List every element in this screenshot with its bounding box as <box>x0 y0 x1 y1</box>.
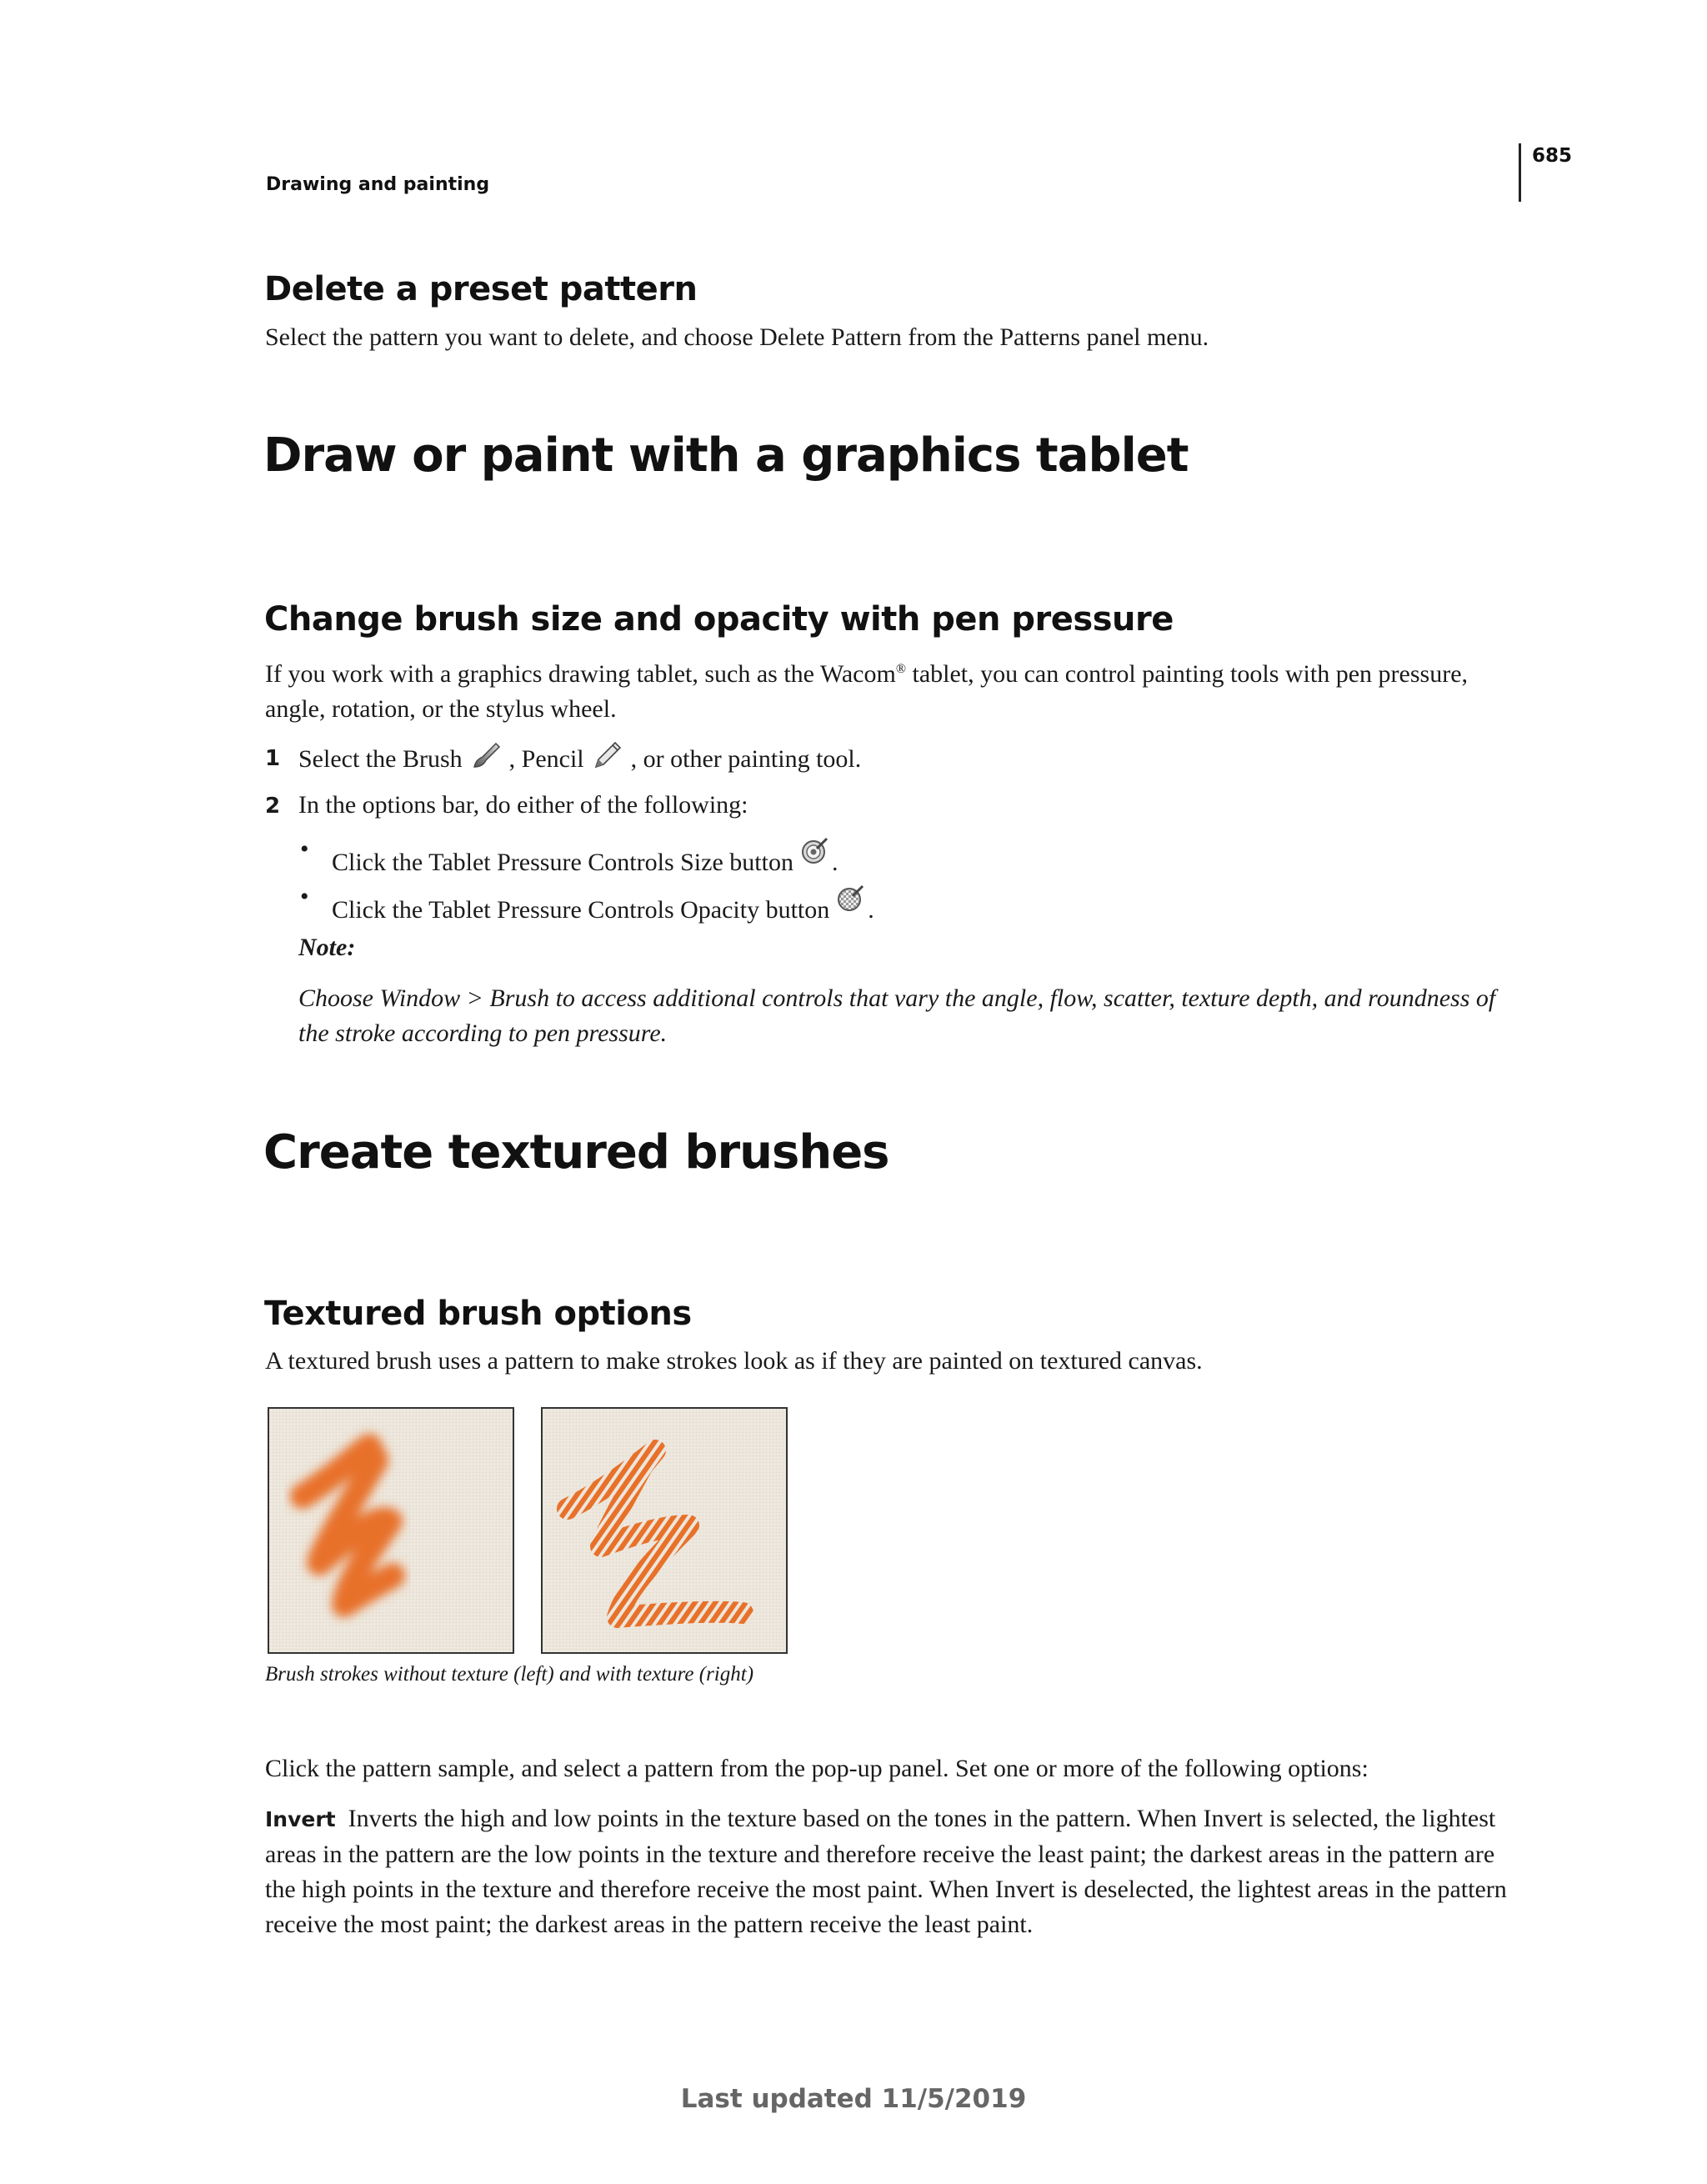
textured-brushes-heading: Create textured brushes <box>263 1125 889 1180</box>
tablet-pressure-size-icon <box>800 835 830 865</box>
delete-preset-heading: Delete a preset pattern <box>264 270 698 308</box>
figure-caption: Brush strokes without texture (left) and with texture (right) <box>265 1663 754 1686</box>
running-header: Drawing and painting <box>266 174 490 195</box>
bullet-size-item <box>332 835 838 880</box>
pen-pressure-heading: Change brush size and opacity with pen pressure <box>264 600 1174 639</box>
page-number-rule <box>1519 143 1521 202</box>
note-label: Note: <box>298 934 356 961</box>
pencil-tool-icon <box>591 740 624 770</box>
tablet-pressure-opacity-icon <box>836 883 866 913</box>
brush-tool-icon <box>469 740 503 770</box>
bullet-opacity-item <box>332 883 874 928</box>
intro-text-a: If you work with a graphics drawing tablet, such as the Wacom <box>265 660 896 688</box>
step-1-part-b: , Pencil <box>508 745 584 773</box>
step-2-text: In the options bar, do either of the following: <box>298 791 748 819</box>
draw-tablet-heading: Draw or paint with a graphics tablet <box>263 428 1189 483</box>
brush-stroke-no-texture-image <box>268 1407 514 1654</box>
last-updated-footer: Last updated 11/5/2019 <box>680 2084 1027 2114</box>
step-1-part-c: , or other painting tool. <box>630 745 862 773</box>
delete-preset-text: Select the pattern you want to delete, and choose Delete Pattern from the Patterns panel menu. <box>265 323 1209 351</box>
bullet-marker: • <box>300 835 309 863</box>
bullet-opacity-period: . <box>868 896 874 924</box>
textured-options-heading: Textured brush options <box>264 1295 692 1333</box>
page-number: 685 <box>1532 145 1573 167</box>
registered-mark: ® <box>895 662 906 676</box>
textured-options-text: A textured brush uses a pattern to make strokes look as if they are painted on textured canvas. <box>265 1347 1203 1375</box>
invert-description: Inverts the high and low points in the texture based on the tones in the pattern. When Invert is selected, the lightest areas in the pattern are the low points in the texture and therefore receive the least paint; the darkest areas in the pattern are the high points in the texture and therefore receive the most paint. When Invert is deselected, the lightest areas in the pattern receive the most paint; the darkest areas in the pattern receive the least paint. <box>265 1805 1507 1938</box>
step-1-text <box>298 740 861 777</box>
invert-term: Invert <box>265 1807 336 1831</box>
step-1-part-a: Select the Brush <box>298 745 463 773</box>
bullet-marker: • <box>300 883 309 910</box>
note-text: Choose Window > Brush to access additional controls that vary the angle, flow, scatter, texture depth, and roundness of the stroke according to pen pressure. <box>298 984 1496 1047</box>
invert-option <box>265 1801 1524 1942</box>
pen-pressure-intro <box>265 652 1524 727</box>
brush-stroke-with-texture-image <box>541 1407 788 1654</box>
bullet-opacity-text: Click the Tablet Pressure Controls Opacity button <box>332 896 830 924</box>
step-2-number: 2 <box>265 794 281 819</box>
pattern-instruction: Click the pattern sample, and select a pattern from the pop-up panel. Set one or more of the following options: <box>265 1755 1369 1782</box>
intro-text-b: tablet, you can control painting tools with pen pressure, angle, rotation, or the stylus wheel. <box>265 660 1469 723</box>
bullet-size-text: Click the Tablet Pressure Controls Size button <box>332 849 793 876</box>
step-1-number: 1 <box>265 746 281 771</box>
bullet-size-period: . <box>831 849 838 876</box>
